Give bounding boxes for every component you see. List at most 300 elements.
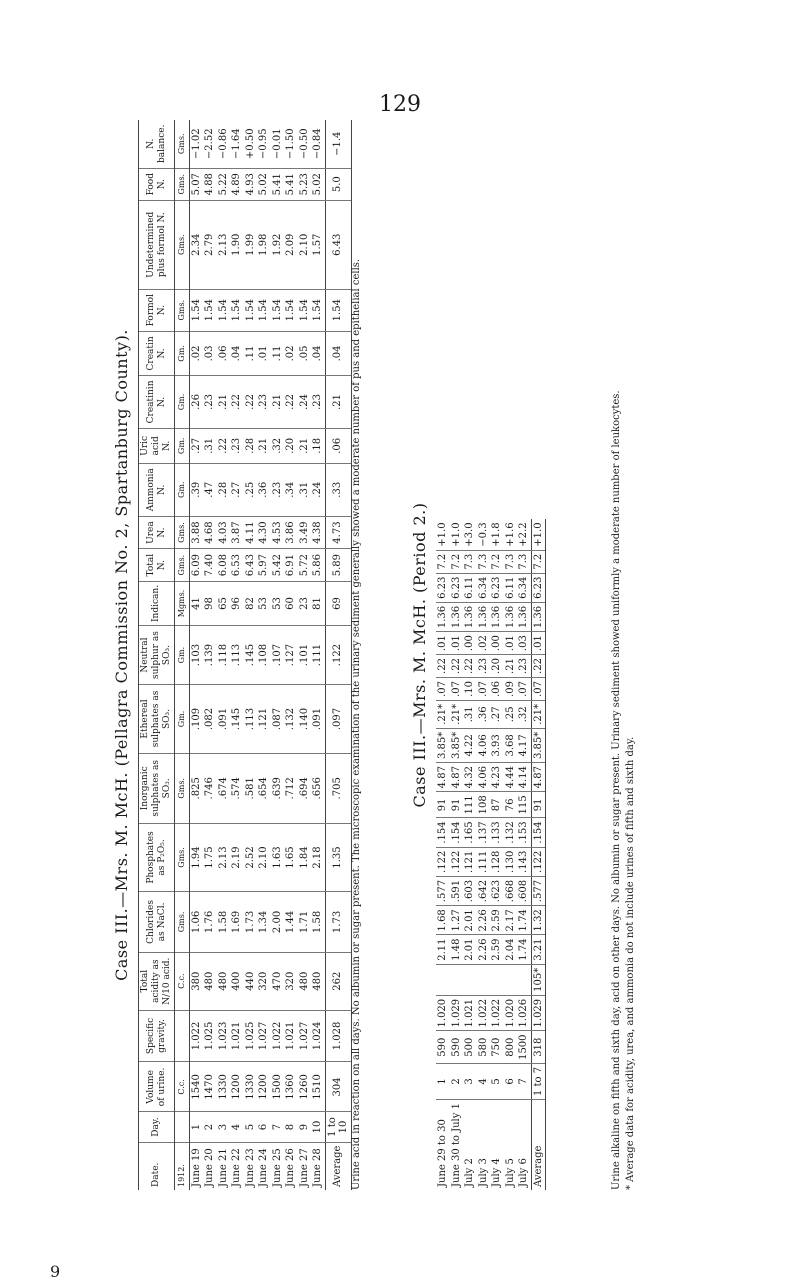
- average-cell: .06: [325, 428, 351, 463]
- table-cell: .22: [217, 428, 231, 463]
- table-cell: .32: [517, 700, 531, 728]
- table-cell: .22: [450, 655, 464, 678]
- table-row: [477, 519, 491, 1190]
- column-header: Total acidity as N/10 acid.: [139, 952, 175, 1010]
- table-cell: June 28: [312, 1148, 323, 1187]
- average-cell: 1.36: [531, 602, 546, 631]
- table-cell: .154: [450, 818, 464, 847]
- table-cell: .36: [257, 463, 271, 516]
- table-cell: 480: [311, 952, 325, 1010]
- table-cell: .24: [311, 463, 325, 516]
- table-cell: 6.53: [230, 549, 244, 582]
- column-header: Formol N.: [139, 289, 175, 331]
- table-cell: −0.3: [477, 519, 491, 550]
- table-cell: July 6: [518, 1158, 529, 1187]
- table-cell: 2.59: [490, 935, 504, 964]
- table-cell: −0.95: [257, 120, 271, 168]
- table-row: [504, 519, 518, 1190]
- average-cell: 1.73: [325, 892, 351, 952]
- table-cell: 1.34: [257, 892, 271, 952]
- table-cell: .132: [284, 685, 298, 754]
- table-cell: −1.50: [284, 120, 298, 168]
- table-cell: 2: [203, 1112, 217, 1142]
- average-cell: .21*: [531, 700, 546, 728]
- table-cell: +3.0: [463, 519, 477, 550]
- table-cell: 1540: [189, 1062, 203, 1112]
- table-cell: 480: [203, 952, 217, 1010]
- table-cell: 1.54: [189, 289, 203, 331]
- table-cell: 4.87: [436, 763, 450, 792]
- table-cell: .603: [463, 876, 477, 905]
- column-header: Creatinin N.: [139, 376, 175, 429]
- table-cell: 4.30: [257, 516, 271, 549]
- table-cell: 5: [244, 1112, 258, 1142]
- table-cell: .22: [463, 655, 477, 678]
- table-cell: 4.22: [463, 728, 477, 762]
- table-cell: 111: [463, 792, 477, 818]
- table-cell: 2.19: [230, 823, 244, 891]
- table-cell: 5.22: [217, 168, 231, 200]
- table-cell: 1.025: [203, 1010, 217, 1062]
- table-cell: 6: [504, 1063, 518, 1099]
- table-cell: 2.34: [189, 200, 203, 289]
- table-cell: 1.75: [203, 823, 217, 891]
- table-cell: +1.0: [436, 519, 450, 550]
- unit-cell: C.c.: [175, 952, 190, 1010]
- table-cell: 4.17: [517, 728, 531, 762]
- case3-note: Urine acid in reaction on all days. No albumin or sugar present. The microscopic examination of the urinary sediment generally showed a moderate number of pus and epithelial cells.: [351, 258, 362, 1190]
- average-cell: 7.2: [531, 550, 546, 573]
- table-cell: 5.02: [257, 168, 271, 200]
- column-header: Undetermined plus formol N.: [139, 200, 175, 289]
- table-cell: 6.09: [189, 549, 203, 582]
- unit-cell: Gm.: [175, 331, 190, 375]
- table-cell: .154: [436, 818, 450, 847]
- table-cell: −2.52: [203, 120, 217, 168]
- table-cell: 3.85*: [436, 728, 450, 762]
- average-cell: .154: [531, 818, 546, 847]
- table-cell: .082: [203, 685, 217, 754]
- unit-cell: Gms.: [175, 549, 190, 582]
- table-cell: 2.04: [504, 935, 518, 964]
- table-cell: .22: [436, 655, 450, 678]
- table-cell: 5.23: [298, 168, 312, 200]
- table-cell: .145: [230, 685, 244, 754]
- table-cell: 1470: [203, 1062, 217, 1112]
- table-cell: .23: [477, 655, 491, 678]
- table-cell: .591: [450, 876, 464, 905]
- table-cell: .21: [298, 428, 312, 463]
- table-cell: .11: [271, 331, 285, 375]
- case3-period2-note: [610, 130, 638, 1190]
- table-cell: 60: [284, 581, 298, 625]
- table-cell: 1.54: [257, 289, 271, 331]
- table-cell: .087: [271, 685, 285, 754]
- table-cell: .21: [271, 376, 285, 429]
- table-cell: 3.88: [189, 516, 203, 549]
- case3-table-body: [175, 120, 352, 1190]
- table-cell: 6: [257, 1112, 271, 1142]
- table-cell: .18: [311, 428, 325, 463]
- table-cell: 7.2: [436, 550, 450, 573]
- table-cell: 1: [436, 1063, 450, 1099]
- table-cell: 1.36: [450, 602, 464, 631]
- table-cell: 1.74: [517, 906, 531, 935]
- table-cell: .23: [311, 376, 325, 429]
- table-cell: 1200: [230, 1062, 244, 1112]
- table-cell: 590: [436, 1031, 450, 1063]
- table-cell: 6.11: [504, 573, 518, 602]
- average-cell: .22: [531, 655, 546, 678]
- table-cell: 1.58: [217, 892, 231, 952]
- table-cell: .113: [244, 685, 258, 754]
- table-cell: −0.84: [311, 120, 325, 168]
- table-cell: June 23: [244, 1148, 256, 1187]
- column-header: Ethereal sulphates as SO₃.: [139, 685, 175, 754]
- table-cell: 1.027: [298, 1010, 312, 1062]
- table-cell: .28: [244, 428, 258, 463]
- table-cell: 1.54: [217, 289, 231, 331]
- table-cell: 3.68: [504, 728, 518, 762]
- table-cell: 1.021: [284, 1010, 298, 1062]
- table-cell: .113: [230, 626, 244, 685]
- table-cell: 470: [271, 952, 285, 1010]
- unit-cell: Gms.: [175, 753, 190, 823]
- table-cell: 440: [244, 952, 258, 1010]
- table-cell: .04: [230, 331, 244, 375]
- table-cell: .122: [450, 847, 464, 876]
- column-header: Creatin N.: [139, 331, 175, 375]
- rotated-page-content: [110, 120, 750, 1190]
- table-cell: 1200: [257, 1062, 271, 1112]
- table-cell: 1.57: [311, 200, 325, 289]
- table-cell: 3.49: [298, 516, 312, 549]
- table-cell: .09: [504, 677, 518, 700]
- table-cell: .01: [436, 632, 450, 655]
- table-cell: 82: [244, 581, 258, 625]
- table-cell: 2.01: [463, 906, 477, 935]
- table-cell: 7.2: [450, 550, 464, 573]
- column-header: Chlorides as NaCl.: [139, 892, 175, 952]
- table-cell: 5: [490, 1063, 504, 1099]
- table-cell: 1.026: [517, 995, 531, 1031]
- table-cell: 800: [504, 1031, 518, 1063]
- table-cell: 1.022: [271, 1010, 285, 1062]
- table-cell: .128: [490, 847, 504, 876]
- table-cell: 1.54: [298, 289, 312, 331]
- table-cell: 1: [189, 1112, 203, 1142]
- table-cell: 1.44: [284, 892, 298, 952]
- table-cell: .01: [257, 331, 271, 375]
- table-cell: 1.36: [504, 602, 518, 631]
- table-cell: [436, 964, 450, 995]
- column-header: Date.: [139, 1142, 175, 1190]
- table-cell: .01: [450, 632, 464, 655]
- table-cell: 4.14: [517, 763, 531, 792]
- table-cell: .23: [230, 428, 244, 463]
- average-cell: .097: [325, 685, 351, 754]
- table-cell: −0.50: [298, 120, 312, 168]
- table-cell: 1.36: [436, 602, 450, 631]
- page-number: 129: [379, 92, 421, 117]
- table-cell: 4.89: [230, 168, 244, 200]
- table-cell: 750: [490, 1031, 504, 1063]
- table-cell: .109: [189, 685, 203, 754]
- table-cell: .05: [298, 331, 312, 375]
- table-cell: .108: [257, 626, 271, 685]
- table-cell: 5.42: [271, 549, 285, 582]
- table-cell: .21*: [436, 700, 450, 728]
- table-cell: 1.68: [436, 906, 450, 935]
- unit-cell: Mgms.: [175, 581, 190, 625]
- table-cell: 87: [490, 792, 504, 818]
- table-cell: 1.36: [477, 602, 491, 631]
- table-cell: .103: [189, 626, 203, 685]
- table-cell: .27: [490, 700, 504, 728]
- table-cell: 1330: [217, 1062, 231, 1112]
- table-cell: .21: [217, 376, 231, 429]
- table-cell: 7.3: [517, 550, 531, 573]
- table-cell: 1.58: [311, 892, 325, 952]
- average-cell: 105*: [531, 964, 546, 995]
- table-cell: .03: [517, 632, 531, 655]
- table-cell: .656: [311, 753, 325, 823]
- table-cell: 1.65: [284, 823, 298, 891]
- average-cell: 304: [325, 1062, 351, 1112]
- table-cell: .26: [189, 376, 203, 429]
- table-row: [517, 519, 531, 1190]
- table-cell: .23: [271, 463, 285, 516]
- unit-cell: Gms.: [175, 516, 190, 549]
- table-row: [298, 120, 312, 1190]
- average-row: [325, 120, 351, 1190]
- table-row: [244, 120, 258, 1190]
- average-cell: .577: [531, 876, 546, 905]
- table-cell: .03: [203, 331, 217, 375]
- table-cell: .153: [517, 818, 531, 847]
- table-cell: 4.32: [463, 763, 477, 792]
- table-cell: 65: [217, 581, 231, 625]
- table-cell: 4: [477, 1063, 491, 1099]
- average-cell: .07: [531, 677, 546, 700]
- average-cell: Average: [531, 1100, 546, 1190]
- table-cell: 1.021: [463, 995, 477, 1031]
- table-cell: 1.025: [244, 1010, 258, 1062]
- table-cell: +0.50: [244, 120, 258, 168]
- unit-cell: Gms.: [175, 823, 190, 891]
- table-cell: .139: [203, 626, 217, 685]
- average-cell: 1 to 10: [325, 1112, 351, 1142]
- table-cell: 580: [477, 1031, 491, 1063]
- table-cell: .07: [450, 677, 464, 700]
- table-row: [271, 120, 285, 1190]
- table-cell: .27: [189, 428, 203, 463]
- table-cell: 4.23: [490, 763, 504, 792]
- average-cell: 91: [531, 792, 546, 818]
- table-cell: .137: [477, 818, 491, 847]
- table-cell: 1.06: [189, 892, 203, 952]
- unit-cell: Gms.: [175, 892, 190, 952]
- average-cell: 4.87: [531, 763, 546, 792]
- table-cell: +1.8: [490, 519, 504, 550]
- table-cell: .091: [217, 685, 231, 754]
- table-cell: .145: [244, 626, 258, 685]
- case3-period2-table: [436, 519, 546, 1190]
- table-cell: 1.76: [203, 892, 217, 952]
- column-header: Food N.: [139, 168, 175, 200]
- table-cell: .00: [490, 632, 504, 655]
- average-cell: 1 to 7: [531, 1063, 546, 1099]
- average-row: [531, 519, 546, 1190]
- table-cell: 4.88: [203, 168, 217, 200]
- table-cell: 91: [450, 792, 464, 818]
- table-cell: 98: [203, 581, 217, 625]
- table-cell: −1.64: [230, 120, 244, 168]
- average-cell: 1.35: [325, 823, 351, 891]
- table-cell: 76: [504, 792, 518, 818]
- table-cell: 4.68: [203, 516, 217, 549]
- unit-cell: Gm.: [175, 685, 190, 754]
- table-row: [217, 120, 231, 1190]
- table-row: [311, 120, 325, 1190]
- table-cell: 3: [217, 1112, 231, 1142]
- column-header: Inorganic sulphates as SO₃.: [139, 753, 175, 823]
- table-cell: [504, 964, 518, 995]
- table-cell: .28: [217, 463, 231, 516]
- column-header: Indican.: [139, 581, 175, 625]
- table-cell: .642: [477, 876, 491, 905]
- table-cell: 1.36: [517, 602, 531, 631]
- table-cell: .111: [477, 847, 491, 876]
- unit-cell: Gm.: [175, 376, 190, 429]
- average-cell: .705: [325, 753, 351, 823]
- table-cell: 7.3: [504, 550, 518, 573]
- table-cell: 3.87: [230, 516, 244, 549]
- table-cell: 1.74: [517, 935, 531, 964]
- case3-period2-table-body: [436, 519, 546, 1190]
- table-cell: .32: [271, 428, 285, 463]
- table-cell: +2.2: [517, 519, 531, 550]
- table-cell: .668: [504, 876, 518, 905]
- case3-table-title: Case III.—Mrs. M. McH. (Pellagra Commission No. 2, Spartanburg County).: [112, 329, 131, 981]
- table-cell: .674: [217, 753, 231, 823]
- average-cell: 6.23: [531, 573, 546, 602]
- average-cell: 4.73: [325, 516, 351, 549]
- column-header: Day.: [139, 1112, 175, 1142]
- column-header: Specific gravity.: [139, 1010, 175, 1062]
- table-cell: .623: [490, 876, 504, 905]
- table-cell: .00: [463, 632, 477, 655]
- average-cell: 69: [325, 581, 351, 625]
- table-cell: 7: [271, 1112, 285, 1142]
- table-cell: 400: [230, 952, 244, 1010]
- table-cell: .07: [517, 677, 531, 700]
- table-cell: 5.41: [284, 168, 298, 200]
- column-header: N. balance.: [139, 120, 175, 168]
- average-cell: .122: [531, 847, 546, 876]
- table-cell: 1.84: [298, 823, 312, 891]
- table-cell: 41: [189, 581, 203, 625]
- table-cell: +1.6: [504, 519, 518, 550]
- table-cell: [463, 964, 477, 995]
- table-cell: 500: [463, 1031, 477, 1063]
- unit-cell: C.c.: [175, 1062, 190, 1112]
- case3-period2-note-text: Urine alkaline on fifth and sixth day, acid on other days. No albumin or sugar present. Urinary sediment showed uniformly a moderate number of leukocytes.: [611, 390, 622, 1190]
- table-cell: 1.029: [450, 995, 464, 1031]
- table-cell: 1.48: [450, 935, 464, 964]
- table-cell: .654: [257, 753, 271, 823]
- table-cell: .31: [463, 700, 477, 728]
- table-cell: .07: [436, 677, 450, 700]
- table-cell: .27: [230, 463, 244, 516]
- table-cell: 7.3: [463, 550, 477, 573]
- unit-cell: Gms.: [175, 200, 190, 289]
- table-cell: −1.02: [189, 120, 203, 168]
- table-cell: 23: [298, 581, 312, 625]
- table-cell: 1.54: [311, 289, 325, 331]
- table-cell: 2.10: [298, 200, 312, 289]
- table-cell: −0.86: [217, 120, 231, 168]
- table-cell: June 30 to July 1: [450, 1103, 462, 1187]
- table-cell: .25: [244, 463, 258, 516]
- table-cell: 2.13: [217, 200, 231, 289]
- table-cell: 5.02: [311, 168, 325, 200]
- table-cell: 115: [517, 792, 531, 818]
- average-cell: .21: [325, 376, 351, 429]
- table-cell: 1.54: [271, 289, 285, 331]
- table-cell: 320: [284, 952, 298, 1010]
- table-cell: .107: [271, 626, 285, 685]
- table-cell: 4.93: [244, 168, 258, 200]
- table-cell: 2.59: [490, 906, 504, 935]
- table-cell: .02: [189, 331, 203, 375]
- table-cell: 7.3: [477, 550, 491, 573]
- table-cell: .07: [477, 677, 491, 700]
- table-cell: .577: [436, 876, 450, 905]
- table-cell: 6.43: [244, 549, 258, 582]
- column-header: Phosphates as P₂O₅.: [139, 823, 175, 891]
- table-cell: 2: [450, 1063, 464, 1099]
- table-cell: 1.71: [298, 892, 312, 952]
- table-row: [490, 519, 504, 1190]
- table-cell: 7: [517, 1063, 531, 1099]
- table-row: [230, 120, 244, 1190]
- column-header: Total N.: [139, 549, 175, 582]
- table-cell: 4.87: [450, 763, 464, 792]
- table-cell: 4.11: [244, 516, 258, 549]
- page-side-mark: 9: [50, 1262, 61, 1281]
- table-cell: 5.07: [189, 168, 203, 200]
- table-cell: 2.13: [217, 823, 231, 891]
- table-cell: 6.91: [284, 549, 298, 582]
- table-cell: 6.34: [517, 573, 531, 602]
- table-cell: .143: [517, 847, 531, 876]
- table-cell: 10: [311, 1112, 325, 1142]
- table-cell: 1.54: [203, 289, 217, 331]
- table-cell: .639: [271, 753, 285, 823]
- table-cell: .21: [504, 655, 518, 678]
- table-cell: 4: [230, 1112, 244, 1142]
- table-cell: 1.27: [450, 906, 464, 935]
- table-cell: .111: [311, 626, 325, 685]
- table-cell: .39: [189, 463, 203, 516]
- average-cell: 3.21: [531, 935, 546, 964]
- table-cell: .132: [504, 818, 518, 847]
- case3-table: [138, 120, 352, 1190]
- table-cell: 1.54: [244, 289, 258, 331]
- table-cell: 1.92: [271, 200, 285, 289]
- table-cell: 1.020: [504, 995, 518, 1031]
